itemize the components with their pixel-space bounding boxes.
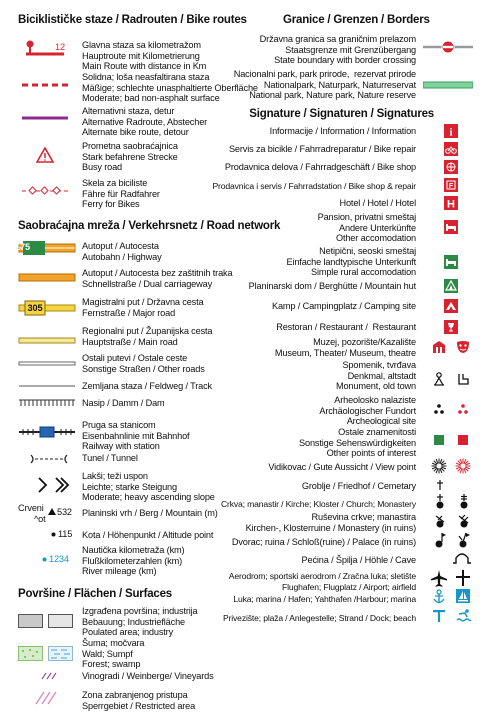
legend-archeological-site: Arheolosko nalaziste Archäologischer Fundort Archeological site bbox=[319, 395, 416, 427]
legend-monastery-ruins: Ruševina crkve; manastira Kirchen-, Klosterruine / Monastery (in ruins) bbox=[245, 512, 416, 533]
legend-cemetary: Groblje / Friedhof / Cemetary bbox=[301, 481, 416, 491]
major-road-number-label: 305 bbox=[27, 303, 43, 313]
legend-alternate-route: Alternativni staza, detur Alternative Radroute, Abstecher Alternate bike route, detour bbox=[82, 106, 208, 138]
surfaces-heading: Površine / Flächen / Surfaces bbox=[18, 588, 172, 600]
moderate-bad-surface-symbol bbox=[20, 80, 70, 90]
road-network-heading: Saobraćajna mreža / Verkehrsnetz / Road network bbox=[18, 220, 281, 232]
legend-other-points-of-interest: Ostale znamenitosti Sonstige Sehenswürdigkeiten Other points of interest bbox=[299, 427, 416, 459]
archeological-site-black-icon bbox=[433, 403, 445, 415]
mountain-peak-label-marker: ^ot bbox=[34, 514, 46, 524]
mountain-peak-icon bbox=[48, 508, 56, 516]
altitude-point-dot-icon bbox=[51, 532, 56, 537]
legend-cave: Pećina / Špilja / Höhle / Cave bbox=[301, 555, 416, 565]
legend-populated-area: Izgrađena površina; industrija Bebauung; Industriefläche Poulated area; industry bbox=[82, 606, 198, 638]
tunnel-symbol bbox=[26, 454, 72, 464]
poi-green-square-icon bbox=[434, 435, 444, 445]
border-crossing-symbol bbox=[423, 40, 473, 54]
legend-mountain-hut: Planinarski dom / Berghütte / Mountain hut bbox=[248, 281, 416, 291]
main-road-symbol bbox=[18, 337, 76, 345]
bike-shop-repair-icon bbox=[444, 178, 458, 192]
hotel-icon bbox=[444, 196, 458, 210]
warning-triangle-icon bbox=[36, 147, 54, 163]
legend-slope: Lakši; teži uspon Leichte; starke Steigung Moderate; heavy ascending slope bbox=[82, 471, 215, 503]
legend-monument: Spomenik, tvrđava Denkmal, altstadt Monument, old town bbox=[335, 360, 416, 392]
bed-icon bbox=[444, 220, 458, 234]
cave-icon bbox=[452, 552, 472, 564]
bike-shop-icon bbox=[444, 160, 458, 174]
harbour-anchor-icon bbox=[432, 589, 446, 605]
river-mileage-label: 1234 bbox=[49, 554, 69, 564]
legend-other-accomodation: Pansion, privatni smeštaj Andere Unterkünfte Other accomodation bbox=[317, 212, 416, 244]
legend-harbour-marina: Luka; marina / Hafen; Yahthafen /Harbour; marina bbox=[233, 594, 416, 604]
legend-national-park: Nacionalni park, park prirode, rezervat prirode Nationalpark, Naturpark, Naturreservat National park, Nature park, Nature reserve bbox=[233, 69, 416, 101]
national-park-border-symbol bbox=[423, 81, 473, 89]
slope-chevrons-icon bbox=[34, 474, 74, 496]
legend-palace-ruins: Dvorac; ruina / Schloß(ruine) / Palace (in ruins) bbox=[231, 537, 416, 547]
legend-airport-airfield: Aerodrom; sportski aerodrom / Zračna luka; sletište Flughafen; Flugplatz / Airport; airfield bbox=[228, 571, 416, 592]
main-route-km-label: 12 bbox=[55, 42, 65, 52]
other-roads-symbol bbox=[18, 361, 76, 367]
track-symbol bbox=[18, 384, 76, 388]
legend-other-roads: Ostali putevi / Ostale ceste Sonstige Straßen / Other roads bbox=[82, 353, 205, 374]
monument-icon bbox=[433, 372, 445, 386]
palace-ruin-icon bbox=[457, 532, 471, 548]
legend-vineyards: Vinogradi / Weinberge/ Vineyards bbox=[82, 671, 214, 681]
legend-bike-shop: Prodavnica delova / Fahrradgeschäft / Bike shop bbox=[224, 162, 416, 172]
highway-route-label: E75 bbox=[14, 242, 30, 252]
beach-swimmer-icon bbox=[456, 608, 472, 624]
airport-icon bbox=[430, 569, 448, 587]
svg-text:F: F bbox=[448, 183, 454, 190]
monastery-icon bbox=[458, 494, 470, 510]
dock-icon bbox=[432, 609, 446, 623]
legend-track: Zemljana staza / Feldweg / Track bbox=[82, 381, 213, 391]
dual-carriageway-symbol bbox=[18, 273, 76, 283]
restaurant-icon bbox=[444, 320, 458, 334]
theatre-mask-icon bbox=[456, 340, 470, 354]
railway-symbol bbox=[18, 424, 76, 440]
cemetary-cross-icon bbox=[435, 479, 445, 491]
legend-church-monastery: Crkva; manastir / Kirche; Kloster / Church; Monastery bbox=[220, 499, 416, 509]
legend-river-mileage: Nautička kilometraža (km) Flußkilometerzahlen (km) River mileage (km) bbox=[82, 545, 185, 577]
vineyard-swatch bbox=[40, 671, 60, 681]
camping-icon bbox=[444, 299, 458, 313]
legend-moderate-bad-surface: Solidna; loša neasfaltirana staza Mäßige; schlechte unasphaltierte Oberfläche Moderate; bad non-asphalt surface bbox=[82, 72, 258, 104]
legend-forest-swamp: Šuma; močvara Wald; Sumpf Forest; swamp bbox=[82, 638, 145, 670]
legend-major-road: Magistralni put / Državna cesta Fernstraße / Major road bbox=[82, 297, 204, 318]
legend-main-route: Glavna staza sa kilometražom Hauptroute mit Kilometrierung Main Route with distance in Km bbox=[82, 40, 207, 72]
legend-bike-shop-repair: Prodavnica i servis / Fahrradstation / Bike shop & repair bbox=[212, 181, 416, 191]
legend-rural-accomodation: Netipični, seoski smeštaj Einfache landtypische Unterkunft Simple rural accomodation bbox=[286, 246, 416, 278]
legend-bike-ferry: Skela za biciliste Fähre für Radfahrer Ferry for Bikes bbox=[82, 178, 160, 210]
legend-restricted-area: Zona zabranjenog pristupa Sperrgebiet / Restricted area bbox=[82, 690, 196, 711]
rural-bed-icon bbox=[444, 255, 458, 269]
palace-icon bbox=[434, 532, 446, 548]
legend-mountain-peak: Planinski vrh / Berg / Mountain (m) bbox=[82, 508, 218, 518]
legend-bike-repair: Servis za bicikle / Fahrradreparatur / Bike repair bbox=[228, 144, 416, 154]
old-town-icon bbox=[457, 373, 469, 385]
legend-busy-road: Prometna saobraćajnica Stark befahrene Strecke Busy road bbox=[82, 141, 178, 173]
airfield-icon bbox=[454, 569, 472, 587]
legend-hotel: Hotel / Hotel / Hotel bbox=[339, 198, 416, 208]
legend-highway: Autoput / Autocesta Autobahn / Highway bbox=[82, 241, 162, 262]
mountain-peak-altitude-label: 532 bbox=[57, 507, 72, 517]
svg-text:i: i bbox=[449, 126, 453, 138]
legend-dual-carriageway: Autoput / Autocesta bez zaštitnih traka Schnellstraße / Dual carriageway bbox=[82, 268, 233, 289]
legend-view-point: Vidikovac / Gute Aussicht / View point bbox=[268, 462, 416, 472]
view-point-red-icon bbox=[455, 458, 471, 474]
bike-ferry-symbol bbox=[20, 186, 70, 196]
bike-repair-icon bbox=[444, 142, 458, 156]
legend-dock-beach: Privezište; plaža / Anlegestelle; Strand / Dock; beach bbox=[222, 613, 416, 623]
museum-icon bbox=[432, 340, 446, 354]
mountain-peak-label-name: Crveni bbox=[18, 503, 44, 513]
altitude-point-label: 115 bbox=[58, 529, 73, 539]
borders-heading: Granice / Grenzen / Borders bbox=[283, 14, 430, 26]
church-ruin-icon bbox=[433, 514, 447, 528]
signatures-heading: Signature / Signaturen / Signatures bbox=[249, 108, 434, 120]
restricted-area-swatch bbox=[34, 690, 58, 706]
legend-information: Informacije / Information / Information bbox=[269, 126, 416, 136]
mountain-hut-icon bbox=[444, 279, 458, 293]
legend-restaurant: Restoran / Restaurant / Restaurant bbox=[276, 322, 416, 332]
poi-red-square-icon bbox=[458, 435, 468, 445]
populated-area-swatch bbox=[18, 614, 74, 628]
church-icon bbox=[434, 494, 446, 510]
archeological-site-red-icon bbox=[457, 403, 469, 415]
legend-altitude-point: Kota / Höhenpunkt / Altitude point bbox=[82, 530, 214, 540]
bike-routes-heading: Biciklističke staze / Radrouten / Bike routes bbox=[18, 14, 247, 26]
monastery-ruin-icon bbox=[457, 514, 471, 528]
river-mileage-dot-icon bbox=[42, 557, 47, 562]
legend-railway: Pruga sa stanicom Eisenbahnlinie mit Bahnhof Railway with station bbox=[82, 420, 190, 452]
information-icon bbox=[444, 124, 458, 138]
legend-camping-site: Kamp / Campingplatz / Camping site bbox=[271, 301, 416, 311]
dam-symbol bbox=[18, 397, 76, 409]
legend-museum-theatre: Muzej, pozorište/Kazalište Museum, Theater/ Museum, theatre bbox=[274, 337, 416, 358]
view-point-black-icon bbox=[431, 458, 447, 474]
svg-text:H: H bbox=[447, 198, 455, 210]
marina-icon bbox=[456, 589, 470, 605]
legend-tunnel: Tunel / Tunnel bbox=[82, 453, 138, 463]
forest-swamp-swatch bbox=[18, 646, 74, 662]
legend-dam: Nasip / Damm / Dam bbox=[82, 398, 165, 408]
legend-state-boundary: Državna granica sa graničnim prelazom Staatsgrenze mit Grenzübergang State boundary with border crossing bbox=[259, 34, 416, 66]
legend-main-road: Regionalni put / Županijska cesta Hauptstraße / Main road bbox=[82, 326, 213, 347]
alternate-route-symbol bbox=[20, 113, 70, 123]
